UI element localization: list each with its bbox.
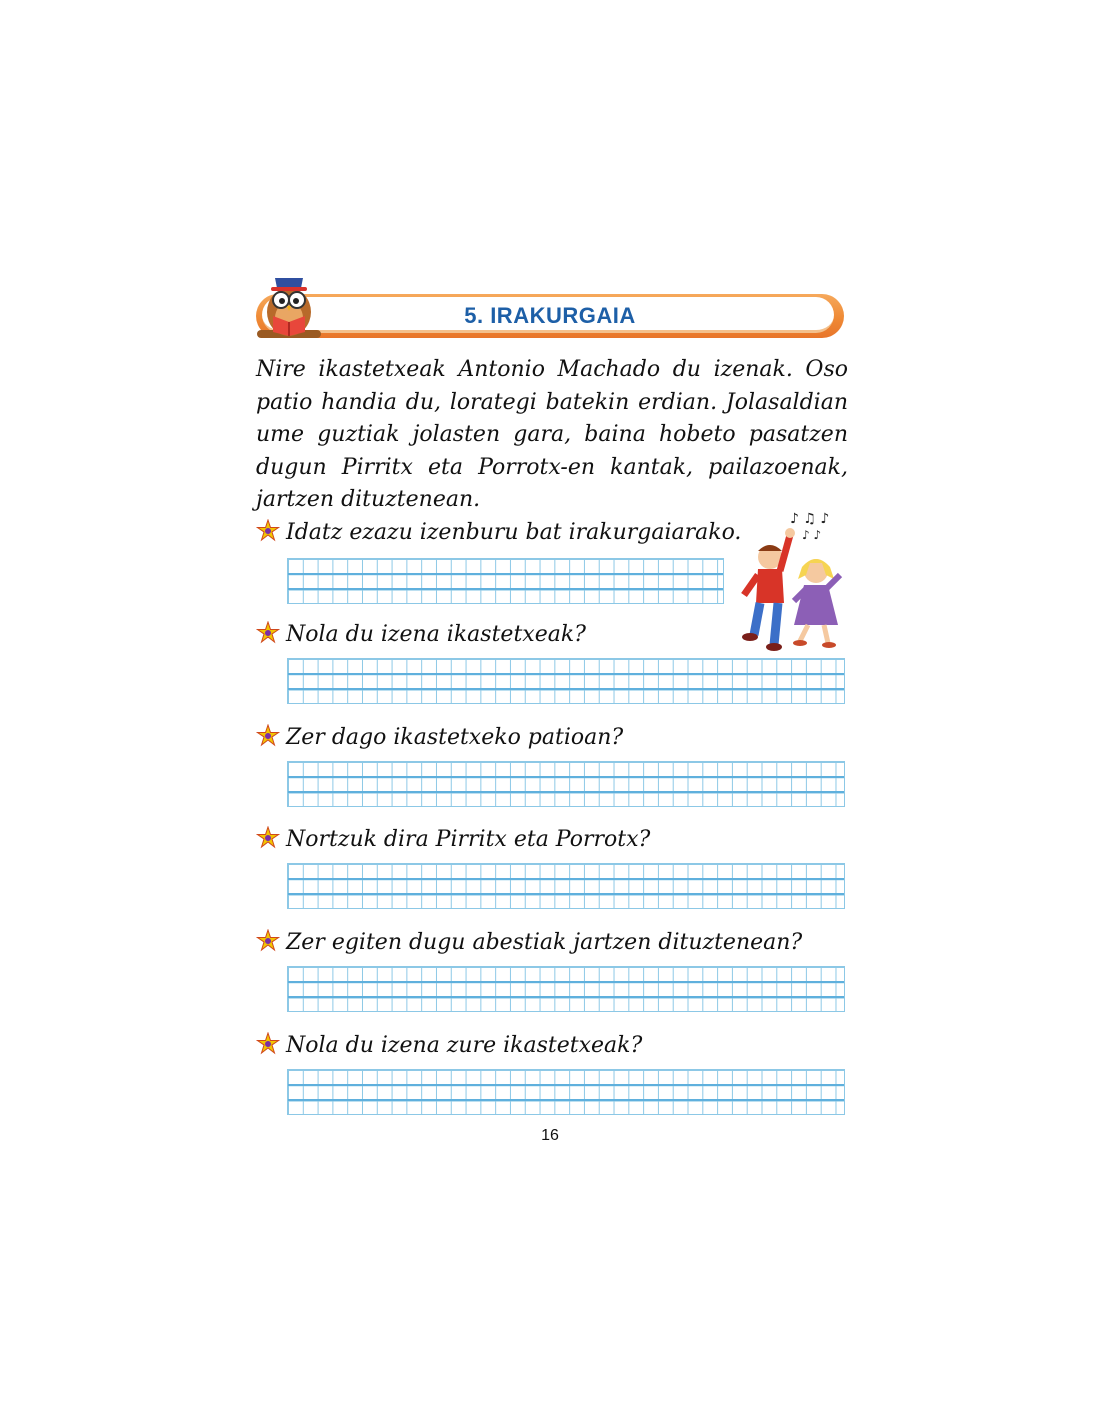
question-6 <box>256 1032 642 1058</box>
star-bullet-icon <box>256 929 280 953</box>
star-bullet-icon <box>256 519 280 543</box>
question-text: Zer egiten dugu abestiak jartzen dituztenean? <box>286 930 803 955</box>
question-5 <box>256 929 802 955</box>
svg-text:♪ ♫ ♪: ♪ ♫ ♪ <box>790 511 830 527</box>
page-number: 16 <box>541 1127 559 1144</box>
dancing-children-illustration <box>730 505 850 655</box>
answer-grid-4[interactable] <box>287 863 845 909</box>
question-text: Nola du izena ikastetxeak? <box>286 622 586 647</box>
answer-grid-6[interactable] <box>287 1069 845 1115</box>
question-2 <box>256 621 586 647</box>
answer-grid-2[interactable] <box>287 658 845 704</box>
reading-text: Nire ikastetxeak Antonio Machado du izenak. Oso patio handia du, lorategi batekin erdian. Jolasaldian ume guztiak jolasten gara, baina hobeto pasatzen dugun Pirritx eta Porrotx-en kantak, pailazoenak, jartzen dituztenean. <box>256 357 848 512</box>
star-bullet-icon <box>256 621 280 645</box>
page-title: 5. IRAKURGAIA <box>464 303 636 328</box>
question-4 <box>256 826 650 852</box>
star-bullet-icon <box>256 826 280 850</box>
star-bullet-icon <box>256 1032 280 1056</box>
question-text: Nola du izena zure ikastetxeak? <box>286 1033 643 1058</box>
question-text: Nortzuk dira Pirritx eta Porrotx? <box>286 827 651 852</box>
star-bullet-icon <box>256 724 280 748</box>
answer-grid-3[interactable] <box>287 761 845 807</box>
answer-grid-1[interactable] <box>287 558 724 604</box>
svg-text:♪ ♪: ♪ ♪ <box>802 528 822 542</box>
answer-grid-5[interactable] <box>287 966 845 1012</box>
question-text: Zer dago ikastetxeko patioan? <box>286 725 624 750</box>
question-text: Idatz ezazu izenburu bat irakurgaiarako. <box>286 520 742 545</box>
question-3 <box>256 724 623 750</box>
question-1 <box>256 519 741 545</box>
owl-reading-icon <box>253 268 325 346</box>
